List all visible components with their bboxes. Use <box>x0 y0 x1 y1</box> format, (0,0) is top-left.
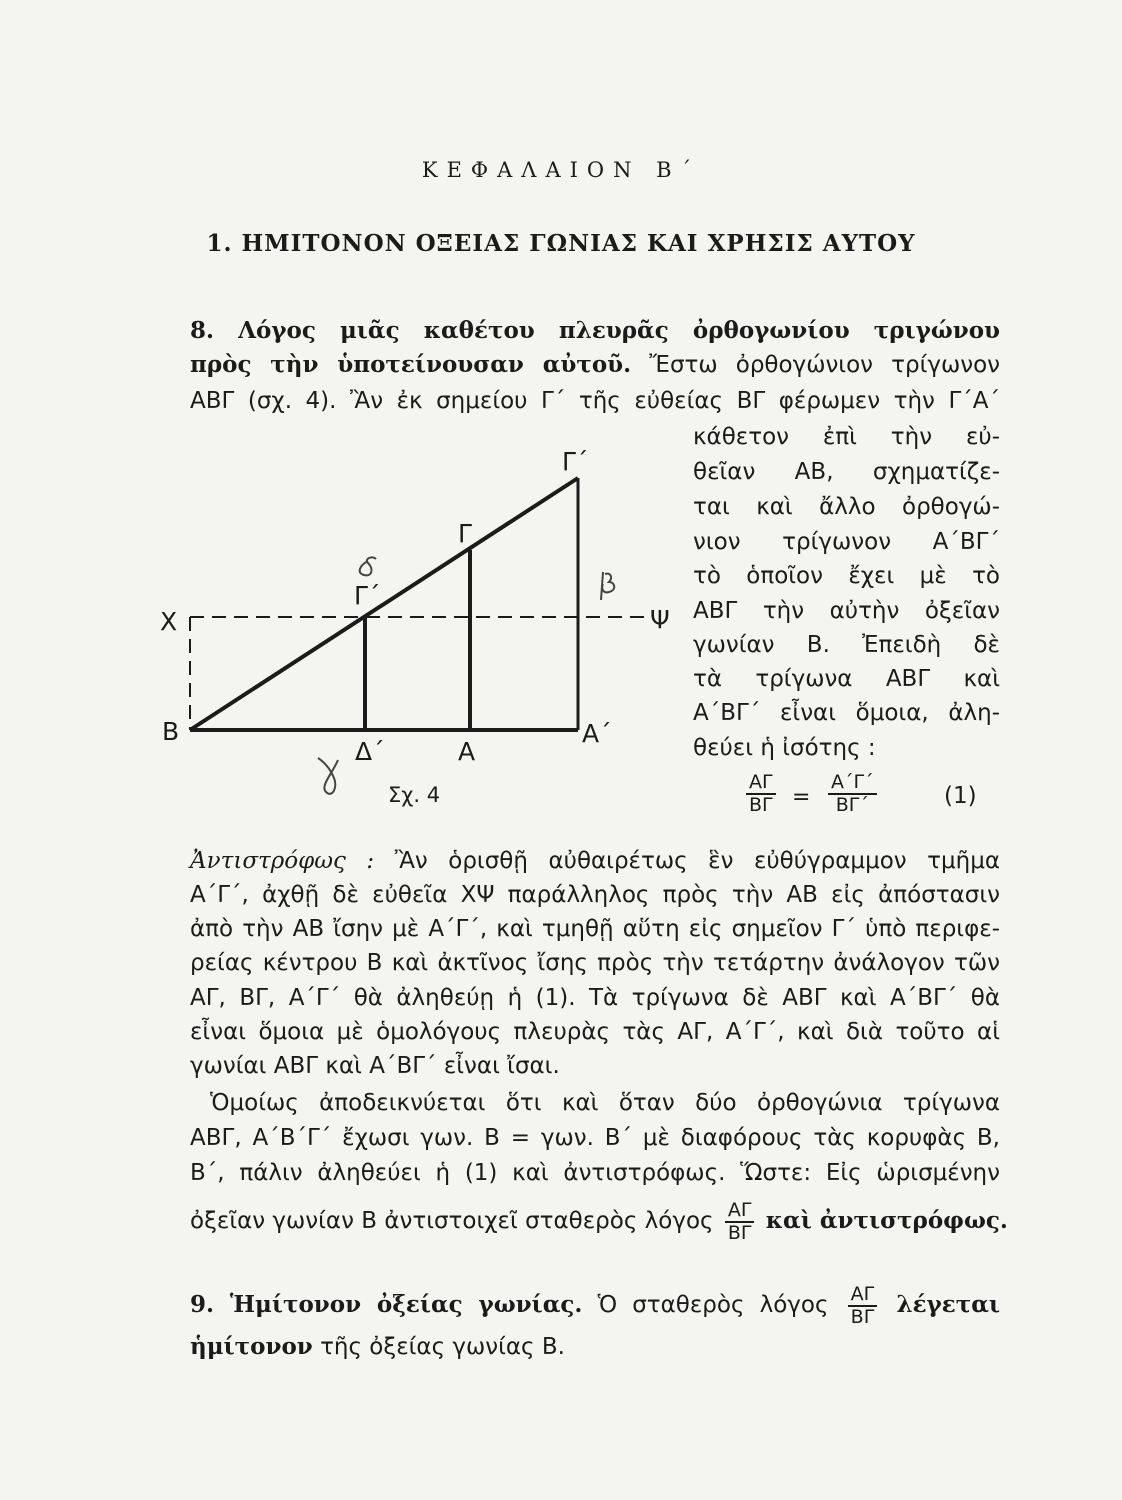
side-line: Α΄ΒΓ΄ εἶναι ὅμοια, ἀλη- <box>693 700 1000 726</box>
similarly-last-pre: ὀξεῖαν γωνίαν Β ἀντιστοιχεῖ σταθερὸς λόγος <box>190 1208 714 1234</box>
s8-line-3: ΑΒΓ (σχ. 4). Ἂν ἐκ σημείου Γ΄ τῆς εὐθείας ΒΓ φέρωμεν τὴν Γ΄Α΄ <box>190 388 1000 414</box>
equation-number: (1) <box>944 783 977 809</box>
side-line: κάθετον ἐπὶ τὴν εὐ- <box>693 424 1000 450</box>
side-line: γωνίαν Β. Ἐπειδὴ δὲ <box>693 632 1000 658</box>
similarly-line: Β΄, πάλιν ἀληθεύει ἡ (1) καὶ ἀντιστρόφως. Ὥστε: Εἰς ὡρισμένην <box>190 1160 1000 1186</box>
side-line: ται καὶ ἄλλο ὀρθογώ- <box>693 494 1000 520</box>
s8-title-line: 8. Λόγος μιᾶς καθέτου πλευρᾶς ὀρθογωνίου τριγώνου <box>190 317 1000 344</box>
fraction-numerator: ΑΓ <box>725 1200 755 1223</box>
converse-line: εἶναι ὅμοια μὲ ὁμολόγους πλευρὰς τὰς ΑΓ, Α΄Γ΄, καὶ διὰ τοῦτο αἱ <box>190 1019 1000 1045</box>
fraction-numerator: ΑΓ <box>848 1284 878 1307</box>
fraction-numerator: Α΄Γ΄ <box>828 772 877 795</box>
side-line: θεύει ἡ ἰσότης : <box>693 735 876 761</box>
similarly-line: ΑΒΓ, Α΄Β΄Γ΄ ἔχωσι γων. Β = γων. Β΄ μὲ διαφόρους τὰς κορυφὰς Β, <box>190 1125 1000 1151</box>
label-G-prime-mid: Γ΄ <box>354 581 381 610</box>
similarly-line: Ὁμοίως ἀποδεικνύεται ὅτι καὶ ὅταν δύο ὀρθογώνια τρίγωνα <box>210 1090 1000 1116</box>
figure-4 <box>150 440 690 840</box>
label-G: Γ <box>458 519 472 548</box>
s9-post: λέγεται <box>896 1291 1001 1318</box>
fraction-left <box>746 772 776 816</box>
s8-title-cont: πρὸς τὴν ὑποτείνουσαν αὐτοῦ. <box>190 351 632 378</box>
label-B: Β <box>162 717 180 746</box>
converse-last-line: γωνίαι ΑΒΓ καὶ Α΄ΒΓ΄ εἶναι ἴσαι. <box>190 1053 560 1079</box>
label-G-prime-top: Γ΄ <box>562 447 589 476</box>
converse-line: Α΄Γ΄, ἀχθῇ δὲ εὐθεῖα ΧΨ παράλληλος πρὸς τὴν ΑΒ εἰς ἀπόστασιν <box>190 882 1000 908</box>
fraction-denominator: ΒΓ <box>749 794 773 816</box>
converse-line: ρείας κέντρου Β καὶ ἀκτῖνος ἴσης πρὸς τὴν τετάρτην ἀνάλογον τῶν <box>190 950 1000 976</box>
fraction-right <box>828 772 877 816</box>
label-Psi: Ψ <box>650 605 670 634</box>
fraction-AG-BG <box>725 1200 755 1244</box>
converse-line: ΑΓ, ΒΓ, Α΄Γ΄ θὰ ἀληθεύῃ ἡ (1). Τὰ τρίγωνα δὲ ΑΒΓ καὶ Α΄ΒΓ΄ θὰ <box>190 985 1000 1011</box>
s9-line-1 <box>190 1280 1000 1330</box>
converse-line: ἀπὸ τὴν ΑΒ ἴσην μὲ Α΄Γ΄, καὶ τμηθῇ αὕτη εἰς σημεῖον Γ΄ ὑπὸ περιφε- <box>190 916 1000 942</box>
chapter-title: ΚΕΦΑΛΑΙΟΝ Β΄ <box>421 158 701 182</box>
side-line: τὰ τρίγωνα ΑΒΓ καὶ <box>693 666 1000 692</box>
fraction-AG-BG <box>848 1284 878 1328</box>
label-A-prime: Α΄ <box>582 719 612 748</box>
fraction-denominator: ΒΓ <box>727 1221 752 1244</box>
section-heading: 1. ΗΜΙΤΟΝΟΝ ΟΞΕΙΑΣ ΓΩΝΙΑΣ ΚΑΙ ΧΡΗΣΙΣ ΑΥΤΟΥ <box>206 230 916 257</box>
pencil-mark-delta <box>360 557 376 575</box>
converse-label: Ἀντιστρόφως : <box>190 848 375 874</box>
label-X: Χ <box>160 607 178 636</box>
side-line: θεῖαν ΑΒ, σχηματίζε- <box>693 459 1000 485</box>
s9-title: 9. Ἡμίτονον ὀξείας γωνίας. <box>190 1291 583 1318</box>
label-A: Α <box>458 737 476 766</box>
figure-caption: Σχ. 4 <box>388 783 441 807</box>
equals-sign: = <box>792 785 811 810</box>
fraction-denominator: ΒΓ <box>850 1305 875 1328</box>
s8-line-2 <box>190 350 1000 380</box>
similarly-last-post: καὶ ἀντιστρόφως. <box>765 1207 1008 1234</box>
equation-1 <box>742 772 1002 826</box>
similarly-last-line <box>190 1196 1008 1246</box>
side-line: τὸ ὁποῖον ἔχει μὲ τὸ <box>693 563 1000 589</box>
s8-line-2-text: Ἔστω ὀρθογώνιον τρίγωνον <box>631 352 1000 378</box>
label-D-prime: Δ΄ <box>355 737 385 766</box>
side-line: νιον τρίγωνον Α΄ΒΓ΄ <box>693 529 1000 555</box>
side-line: ΑΒΓ τὴν αὐτὴν ὀξεῖαν <box>693 598 1000 624</box>
converse-line-1 <box>190 846 1000 876</box>
fraction-denominator: ΒΓ΄ <box>835 794 869 816</box>
hypotenuse-BG <box>190 478 578 730</box>
fraction-numerator: ΑΓ <box>746 772 776 795</box>
pencil-mark-gamma <box>318 758 338 794</box>
s9-term: ἡμίτονον <box>190 1333 313 1360</box>
converse-line-1-text: Ἂν ὁρισθῇ αὐθαιρέτως ἓν εὐθύγραμμον τμῆμα <box>394 848 1001 874</box>
s9-line-2-text: τῆς ὀξείας γωνίας Β. <box>312 1334 565 1360</box>
s9-pre: Ὁ σταθερὸς λόγος <box>597 1292 829 1318</box>
s9-line-2 <box>190 1332 1000 1362</box>
pencil-mark-beta <box>601 572 614 600</box>
